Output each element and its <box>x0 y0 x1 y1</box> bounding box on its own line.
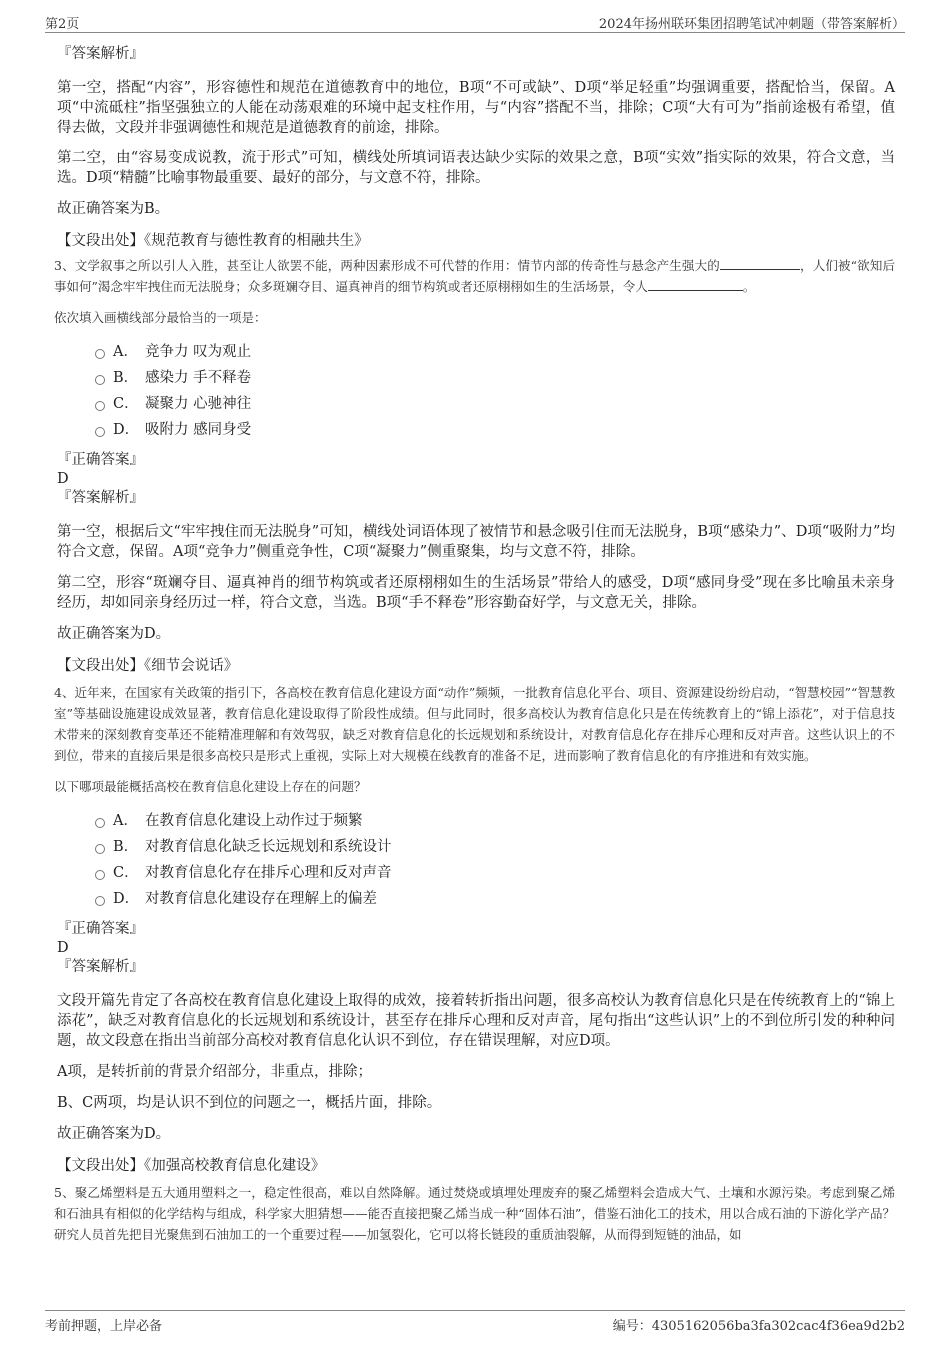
q4-correct-answer: D <box>57 940 69 956</box>
q4-analysis-para3: B、C两项，均是认识不到位的问题之一，概括片面，排除。 <box>57 1095 442 1111</box>
q4-option-a[interactable]: A． 在教育信息化建设上动作过于频繁 <box>95 808 895 834</box>
radio-icon[interactable] <box>95 896 105 906</box>
q2-analysis-para1: 第一空，搭配“内容”，形容德性和规范在道德教育中的地位，B项“不可或缺”、D项“举足轻重”均强调重要，搭配恰当，保留。A项“中流砥柱”指坚强独立的人能在动荡艰难的环境中起支柱作用，与“内容”搭配不当，排除；C项“大有可为”指前途极有希望，值得去做，文段并非强调德性和规范是道德教育的前途，排除。 <box>57 80 895 136</box>
q3-stem-part2: ，人们被“欲知后事如何”渴念牢牢拽住而无法脱身；众多斑斓夺目、逼真神肖的细节构筑或者还原栩栩如生的生活场景，令人 <box>54 258 895 294</box>
radio-icon[interactable] <box>95 427 105 437</box>
q2-analysis-heading: 『答案解析』 <box>57 46 144 62</box>
q4-options <box>95 808 895 912</box>
radio-icon[interactable] <box>95 870 105 880</box>
q4-correct-heading: 『正确答案』 <box>57 921 144 937</box>
q3-option-a[interactable]: A． 竞争力 叹为观止 <box>95 339 895 365</box>
q3-analysis-para1: 第一空，根据后文“牢牢拽住而无法脱身”可知，横线处词语体现了被情节和悬念吸引住而无法脱身，B项“感染力”、D项“吸附力”均符合文意，保留。A项“竞争力”侧重竞争性，C项“凝聚力”侧重聚集，均与文意不符，排除。 <box>57 524 895 560</box>
radio-icon[interactable] <box>95 349 105 359</box>
q3-option-c[interactable]: C． 凝聚力 心驰神往 <box>95 391 895 417</box>
q4-option-c[interactable]: C． 对教育信息化存在排斥心理和反对声音 <box>95 860 895 886</box>
q3-blank-1 <box>720 256 800 270</box>
q5-stem: 5、聚乙烯塑料是五大通用塑料之一，稳定性很高，难以自然降解。通过焚烧或填埋处理废弃的聚乙烯塑料会造成大气、土壤和水源污染。考虑到聚乙烯和石油具有相似的化学结构与组成，科学家大胆猜想——能否直接把聚乙烯当成一种“固体石油”，借鉴石油化工的技术，用以合成石油的下游化学产品？研究人员首先把目光聚焦到石油加工的一个重要过程——加氢裂化，它可以将长链段的重质油裂解，从而得到短链的油品，如 <box>54 1185 895 1242</box>
q3-conclusion: 故正确答案为D。 <box>57 626 171 642</box>
q3-analysis-para2: 第二空，形容“斑斓夺目、逼真神肖的细节构筑或者还原栩栩如生的生活场景”带给人的感受，D项“感同身受”现在多比喻虽未亲身经历，却如同亲身经历过一样，符合文意，当选。B项“手不释卷”形容勤奋好学，与文意无关，排除。 <box>57 575 895 611</box>
q4-conclusion: 故正确答案为D。 <box>57 1126 171 1142</box>
page-footer <box>45 1310 905 1334</box>
radio-icon[interactable] <box>95 401 105 411</box>
q3-prompt: 依次填入画横线部分最恰当的一项是： <box>54 310 267 325</box>
q3-option-b[interactable]: B． 感染力 手不释卷 <box>95 365 895 391</box>
q3-correct-heading: 『正确答案』 <box>57 452 144 468</box>
q3-stem-part3: 。 <box>742 279 756 294</box>
q3-options <box>95 339 895 443</box>
q2-source: 【文段出处】《规范教育与德性教育的相融共生》 <box>57 233 369 249</box>
q4-option-b[interactable]: B． 对教育信息化缺乏长远规划和系统设计 <box>95 834 895 860</box>
q2-analysis-para2: 第二空，由“容易变成说教，流于形式”可知，横线处所填词语表达缺少实际的效果之意，B项“实效”指实际的效果，符合文意，当选。D项“精髓”比喻事物最重要、最好的部分，与文意不符，排除。 <box>57 150 895 186</box>
q4-stem: 4、近年来，在国家有关政策的指引下，各高校在教育信息化建设方面“动作”频频，一批教育信息化平台、项目、资源建设纷纷启动，“智慧校园”“智慧教室”等基础设施建设成效显著，教育信息化建设取得了阶段性成绩。但与此同时，很多高校认为教育信息化只是在传统教育上的“锦上添花”，对于信息技术带来的深刻教育变革还不能精准理解和有效驾驭，缺乏对教育信息化的长远规划和系统设计，对教育信息化存在排斥心理和反对声音。这些认识上的不到位，带来的直接后果是很多高校只是形式上重视，实际上对大规模在线教育的准备不足，进而影响了教育信息化的有序推进和有效实施。 <box>54 685 895 763</box>
q4-prompt: 以下哪项最能概括高校在教育信息化建设上存在的问题？ <box>54 779 367 794</box>
q3-stem-part1: 3、文学叙事之所以引人入胜，甚至让人欲罢不能，两种因素形成不可代替的作用：情节内部的传奇性与悬念产生强大的 <box>54 258 720 273</box>
q4-analysis-para2: A项，是转折前的背景介绍部分，非重点，排除； <box>57 1064 372 1080</box>
document-title: 2024年扬州联环集团招聘笔试冲刺题（带答案解析） <box>598 17 905 32</box>
q2-conclusion: 故正确答案为B。 <box>57 201 170 217</box>
q3-source: 【文段出处】《细节会说话》 <box>57 658 239 674</box>
q4-source: 【文段出处】《加强高校教育信息化建设》 <box>57 1158 326 1174</box>
q3-blank-2 <box>648 277 743 291</box>
footer-slogan: 考前押题，上岸必备 <box>45 1319 163 1334</box>
page-content <box>54 44 895 1245</box>
q3-correct-answer: D <box>57 471 69 487</box>
q4-analysis-heading: 『答案解析』 <box>57 959 144 975</box>
q3-analysis-heading: 『答案解析』 <box>57 490 144 506</box>
q3-stem <box>54 255 895 297</box>
radio-icon[interactable] <box>95 375 105 385</box>
document-code: 编号：4305162056ba3fa302cac4f36ea9d2b2 <box>612 1319 905 1334</box>
q4-option-d[interactable]: D． 对教育信息化建设存在理解上的偏差 <box>95 886 895 912</box>
q3-option-d[interactable]: D． 吸附力 感同身受 <box>95 417 895 443</box>
page-number: 第2页 <box>45 17 80 32</box>
q4-analysis-para1: 文段开篇先肯定了各高校在教育信息化建设上取得的成效，接着转折指出问题，很多高校认为教育信息化只是在传统教育上的“锦上添花”，缺乏对教育信息化的长远规划和系统设计，甚至存在排斥心理和反对声音，尾句指出“这些认识”上的不到位所引发的种种问题，故文段意在指出当前部分高校对教育信息化认识不到位，存在错误理解，对应D项。 <box>57 993 895 1049</box>
radio-icon[interactable] <box>95 844 105 854</box>
radio-icon[interactable] <box>95 818 105 828</box>
page-header <box>45 12 905 33</box>
